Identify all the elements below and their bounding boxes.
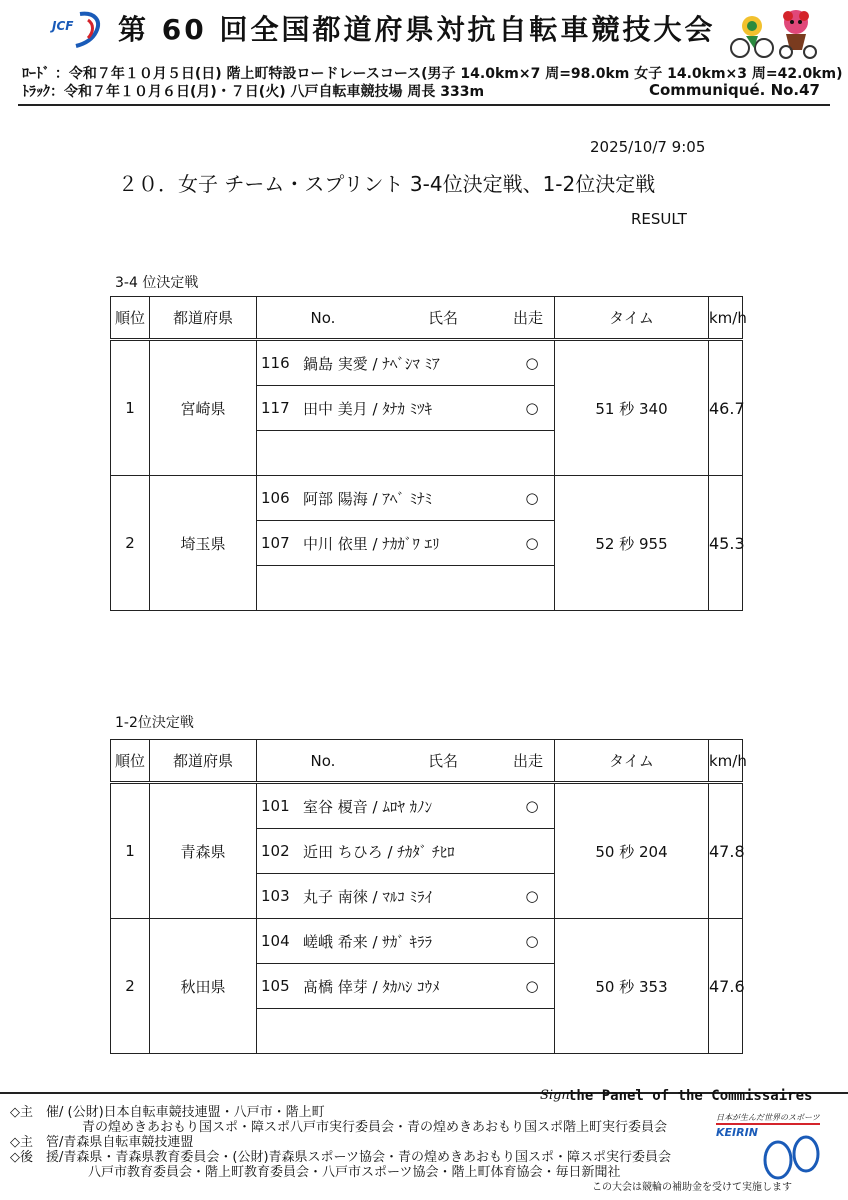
col-header-kmh: km/h <box>709 297 743 340</box>
team-rank: 1 <box>111 340 150 476</box>
team-time: 50 秒 353 <box>555 919 709 1054</box>
team-speed-kmh: 47.8 <box>709 783 743 919</box>
team-speed-kmh: 46.7 <box>709 340 743 476</box>
venue-road-line: ﾛｰﾄﾞ ：令和７年１０月５日(日) 階上町特設ロードレースコース(男子 14.0km×7 周=98.0km 女子 14.0km×3 周=42.0km) <box>22 66 843 82</box>
col-header-rank: 順位 <box>111 297 150 340</box>
col-header-start: 出走 <box>512 309 543 327</box>
rider-cell <box>257 476 555 521</box>
rider-start-mark: ○ <box>525 399 539 417</box>
team-prefecture: 宮崎県 <box>150 340 257 476</box>
timestamp: 2025/10/7 9:05 <box>590 138 706 156</box>
team-time: 50 秒 204 <box>555 783 709 919</box>
table-row <box>111 340 743 386</box>
mascot-illustration <box>726 6 822 60</box>
svg-text:JCF: JCF <box>52 19 74 33</box>
footer-organizer-2: 青の煌めきあおもり国スポ・障スポ八戸市実行委員会・青の煌めきあおもり国スポ階上町実行委員会 <box>82 1120 668 1135</box>
rider-start-mark: ○ <box>525 797 539 815</box>
svg-text:KEIRIN: KEIRIN <box>716 1126 758 1139</box>
rider-cell <box>257 964 555 1009</box>
table-row <box>111 919 743 964</box>
rider-number: 106 <box>261 489 290 507</box>
col-header-no: No. <box>310 751 336 770</box>
subsidy-note: この大会は競輪の補助金を受けて実施します <box>592 1182 792 1193</box>
rider-start-mark: ○ <box>525 534 539 552</box>
rider-cell <box>257 340 555 386</box>
col-header-start: 出走 <box>512 752 543 770</box>
col-header-name: 氏名 <box>427 752 458 770</box>
rider-name: 田中 美月 / ﾀﾅｶ ﾐﾂｷ <box>303 399 433 418</box>
footer-support-2: 八戸市教育委員会・階上町教育委員会・八戸市スポーツ協会・階上町体育協会・毎日新聞社 <box>88 1165 621 1180</box>
team-prefecture: 秋田県 <box>150 919 257 1054</box>
col-header-kmh: km/h <box>709 740 743 783</box>
col-header-rider <box>257 297 555 340</box>
event-title: 第 60 回全国都道府県対抗自転車競技大会 <box>118 13 716 46</box>
col-header-time: タイム <box>555 297 709 340</box>
rider-start-mark: ○ <box>525 932 539 950</box>
col-header-name: 氏名 <box>427 309 458 327</box>
rider-number: 107 <box>261 534 290 552</box>
rider-cell <box>257 386 555 431</box>
team-rank: 2 <box>111 919 150 1054</box>
rider-number: 102 <box>261 842 290 860</box>
event-heading: ２０．女子 チーム・スプリント 3-4位決定戦、1-2位決定戦 <box>118 172 656 196</box>
rider-name: 中川 依里 / ﾅｶｶﾞﾜ ｴﾘ <box>303 534 440 553</box>
rider-number: 105 <box>261 977 290 995</box>
result-label: RESULT <box>631 210 687 228</box>
jcf-logo <box>50 10 108 50</box>
rider-number: 104 <box>261 932 290 950</box>
footer-management: ◇主 管/青森県自転車競技連盟 <box>10 1135 194 1150</box>
rider-start-mark: ○ <box>525 887 539 905</box>
rider-number: 103 <box>261 887 290 905</box>
team-time: 51 秒 340 <box>555 340 709 476</box>
footer-support: ◇後 援/青森県・青森県教育委員会・(公財)青森県スポーツ協会・青の煌めきあおもり国スポ・障スポ実行委員会 <box>10 1150 672 1165</box>
footer-organizer: ◇主 催/ (公財)日本自転車競技連盟・八戸市・階上町 <box>10 1105 325 1120</box>
rider-cell <box>257 521 555 566</box>
rider-cell <box>257 566 555 611</box>
rider-name: 阿部 陽海 / ｱﾍﾞ ﾐﾅﾐ <box>303 489 433 508</box>
rider-name: 鍋島 実愛 / ﾅﾍﾞｼﾏ ﾐｱ <box>303 354 440 373</box>
team-rank: 2 <box>111 476 150 611</box>
team-time: 52 秒 955 <box>555 476 709 611</box>
team-rank: 1 <box>111 783 150 919</box>
rider-cell <box>257 874 555 919</box>
col-header-time: タイム <box>555 740 709 783</box>
communique-number: Communiqué. No.47 <box>648 81 820 99</box>
rider-name: 室谷 榎音 / ﾑﾛﾔ ｶﾉﾝ <box>303 797 433 816</box>
table-row <box>111 476 743 521</box>
svg-text:日本が生んだ世界のスポーツ: 日本が生んだ世界のスポーツ <box>716 1113 820 1122</box>
sign-label: Sign <box>540 1088 570 1103</box>
rider-name: 近田 ちひろ / ﾁｶﾀﾞ ﾁﾋﾛ <box>303 842 455 861</box>
col-header-pref: 都道府県 <box>150 297 257 340</box>
col-header-no: No. <box>310 308 336 327</box>
rider-cell <box>257 829 555 874</box>
col-header-pref: 都道府県 <box>150 740 257 783</box>
team-speed-kmh: 47.6 <box>709 919 743 1054</box>
rider-number: 101 <box>261 797 290 815</box>
rider-cell <box>257 431 555 476</box>
team-prefecture: 埼玉県 <box>150 476 257 611</box>
results-table <box>110 296 747 611</box>
rider-number: 116 <box>261 354 290 372</box>
results-table <box>110 739 747 1054</box>
team-prefecture: 青森県 <box>150 783 257 919</box>
team-speed-kmh: 45.3 <box>709 476 743 611</box>
rider-name: 嵯峨 希来 / ｻｶﾞ ｷﾗﾗ <box>303 932 433 951</box>
col-header-rank: 順位 <box>111 740 150 783</box>
venue-track-line: ﾄﾗｯｸ：令和７年１０月６日(月)・７日(火) 八戸自転車競技場 周長 333m <box>22 84 485 100</box>
rider-start-mark: ○ <box>525 977 539 995</box>
header-divider <box>18 104 830 106</box>
col-header-rider <box>257 740 555 783</box>
rider-start-mark: ○ <box>525 354 539 372</box>
rider-cell <box>257 1009 555 1054</box>
rider-start-mark: ○ <box>525 489 539 507</box>
keirin-logo <box>716 1112 826 1182</box>
section-title: 3-4 位決定戦 <box>115 275 199 291</box>
rider-name: 髙橋 倖芽 / ﾀｶﾊｼ ｺｳﾒ <box>303 977 440 996</box>
commissaires-panel-label: the Panel of the Commissaires <box>568 1088 813 1104</box>
table-row <box>111 783 743 829</box>
rider-cell <box>257 783 555 829</box>
rider-number: 117 <box>261 399 290 417</box>
section-title: 1-2位決定戦 <box>115 715 194 731</box>
rider-name: 丸子 南徠 / ﾏﾙｺ ﾐﾗｲ <box>303 887 433 906</box>
rider-cell <box>257 919 555 964</box>
